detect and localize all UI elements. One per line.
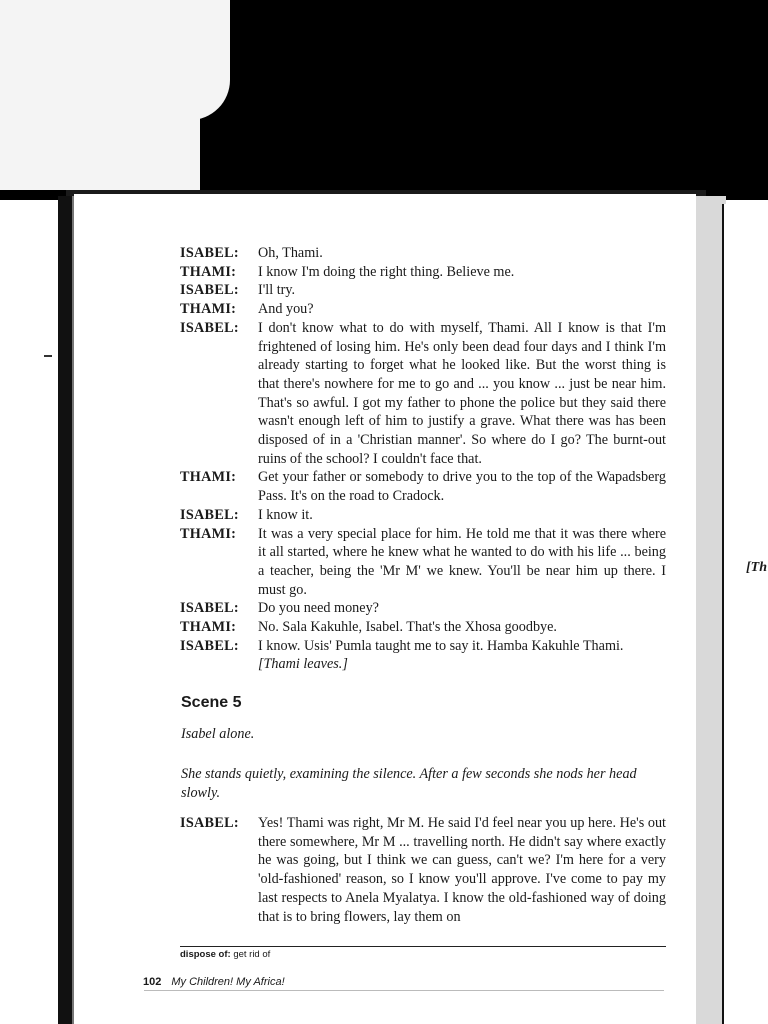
facing-page-fragment: [Th bbox=[746, 560, 767, 575]
script-block-top bbox=[180, 244, 666, 674]
script-line bbox=[180, 525, 666, 600]
stage-direction-inline: [Thami leaves.] bbox=[258, 656, 348, 673]
speaker-name: THAMI: bbox=[180, 469, 237, 486]
speaker-name: ISABEL: bbox=[180, 600, 239, 617]
speech-text: I'll try. bbox=[258, 282, 296, 299]
script-line bbox=[180, 506, 666, 525]
facing-page bbox=[722, 204, 768, 1024]
book-spine bbox=[58, 196, 72, 1024]
speaker-name: THAMI: bbox=[180, 525, 237, 542]
script-line bbox=[180, 618, 666, 637]
script-line bbox=[180, 599, 666, 618]
speech-text: No. Sala Kakuhle, Isabel. That's the Xhosa goodbye. bbox=[258, 619, 557, 636]
speech-text: And you? bbox=[258, 301, 314, 318]
speech-text: I don't know what to do with myself, Thami. All I know is that I'm frightened of losing him. He's only been dead four days and I think I'm already starting to forget what he looked like. But the worst thing is that there's nowhere for me to go and ... you know ... just be near him. That's so awful. I got my father to phone the police but they said there wasn't enough left of him to justify a grave. What there was has been disposed of in a 'Christian manner'. So where do I go? The burnt-out ruins of the school? I couldn't face that. bbox=[258, 319, 666, 467]
speech-text: Do you need money? bbox=[258, 600, 379, 617]
script-line bbox=[180, 468, 666, 505]
background-light-area-2 bbox=[170, 0, 230, 120]
footnote-term: dispose of: bbox=[180, 949, 231, 960]
script-line bbox=[180, 281, 666, 300]
speaker-name: ISABEL: bbox=[180, 282, 239, 299]
script-line bbox=[180, 637, 666, 674]
speaker-name: THAMI: bbox=[180, 301, 237, 318]
speaker-name: ISABEL: bbox=[180, 506, 239, 523]
speaker-name: ISABEL: bbox=[180, 245, 239, 261]
stage-direction: She stands quietly, examining the silence. After a few seconds she nods her head slowly. bbox=[181, 766, 637, 801]
scene-heading: Scene 5 bbox=[181, 694, 242, 711]
footnote-definition: get rid of bbox=[233, 949, 271, 960]
speech-text: I know it. bbox=[258, 506, 313, 523]
running-title: My Children! My Africa! bbox=[171, 976, 285, 988]
speaker-name: ISABEL: bbox=[180, 319, 239, 336]
speaker-name: ISABEL: bbox=[180, 815, 239, 831]
page-folio bbox=[143, 976, 285, 988]
scan-mark bbox=[44, 355, 52, 357]
footnote bbox=[180, 949, 270, 960]
script-line bbox=[180, 300, 666, 319]
speech-text: I know. Usis' Pumla taught me to say it. Hamba Kakuhle Thami. bbox=[258, 637, 624, 654]
script-line bbox=[180, 263, 666, 282]
speaker-name: THAMI: bbox=[180, 263, 237, 280]
script-line bbox=[180, 319, 666, 469]
speech-text: Get your father or somebody to drive you to the top of the Wapadsberg Pass. It's on the road to Cradock. bbox=[258, 469, 666, 505]
speech-text: Oh, Thami. bbox=[258, 245, 323, 261]
stage-direction: Isabel alone. bbox=[181, 726, 255, 742]
speaker-name: THAMI: bbox=[180, 619, 237, 636]
script-line bbox=[180, 814, 666, 926]
speech-text: I know I'm doing the right thing. Believe me. bbox=[258, 263, 515, 280]
script-block-bottom bbox=[180, 814, 666, 926]
speech-block bbox=[258, 637, 666, 674]
page-number: 102 bbox=[143, 976, 162, 988]
speech-text: It was a very special place for him. He told me that it was there where it all started, where he knew what he wanted to do with his life ... being a teacher, being the 'Mr M' we knew. You'll be near him up there. I must go. bbox=[258, 525, 666, 598]
script-line bbox=[180, 244, 666, 263]
speaker-name: ISABEL: bbox=[180, 637, 239, 654]
speech-text: Yes! Thami was right, Mr M. He said I'd feel near you up here. He's out there somewhere, Mr M ... travelling north. He didn't say where exactly he was going, but I think we can guess, can't we? I'm here for a very 'old-fashioned' reason, so I know you'll approve. I've come to pay my last respects to Anela Myalatya. I know the old-fashioned way of doing that is to bring flowers, lay them on bbox=[258, 815, 666, 925]
footnote-rule bbox=[180, 946, 666, 947]
folio-rule bbox=[144, 990, 664, 991]
